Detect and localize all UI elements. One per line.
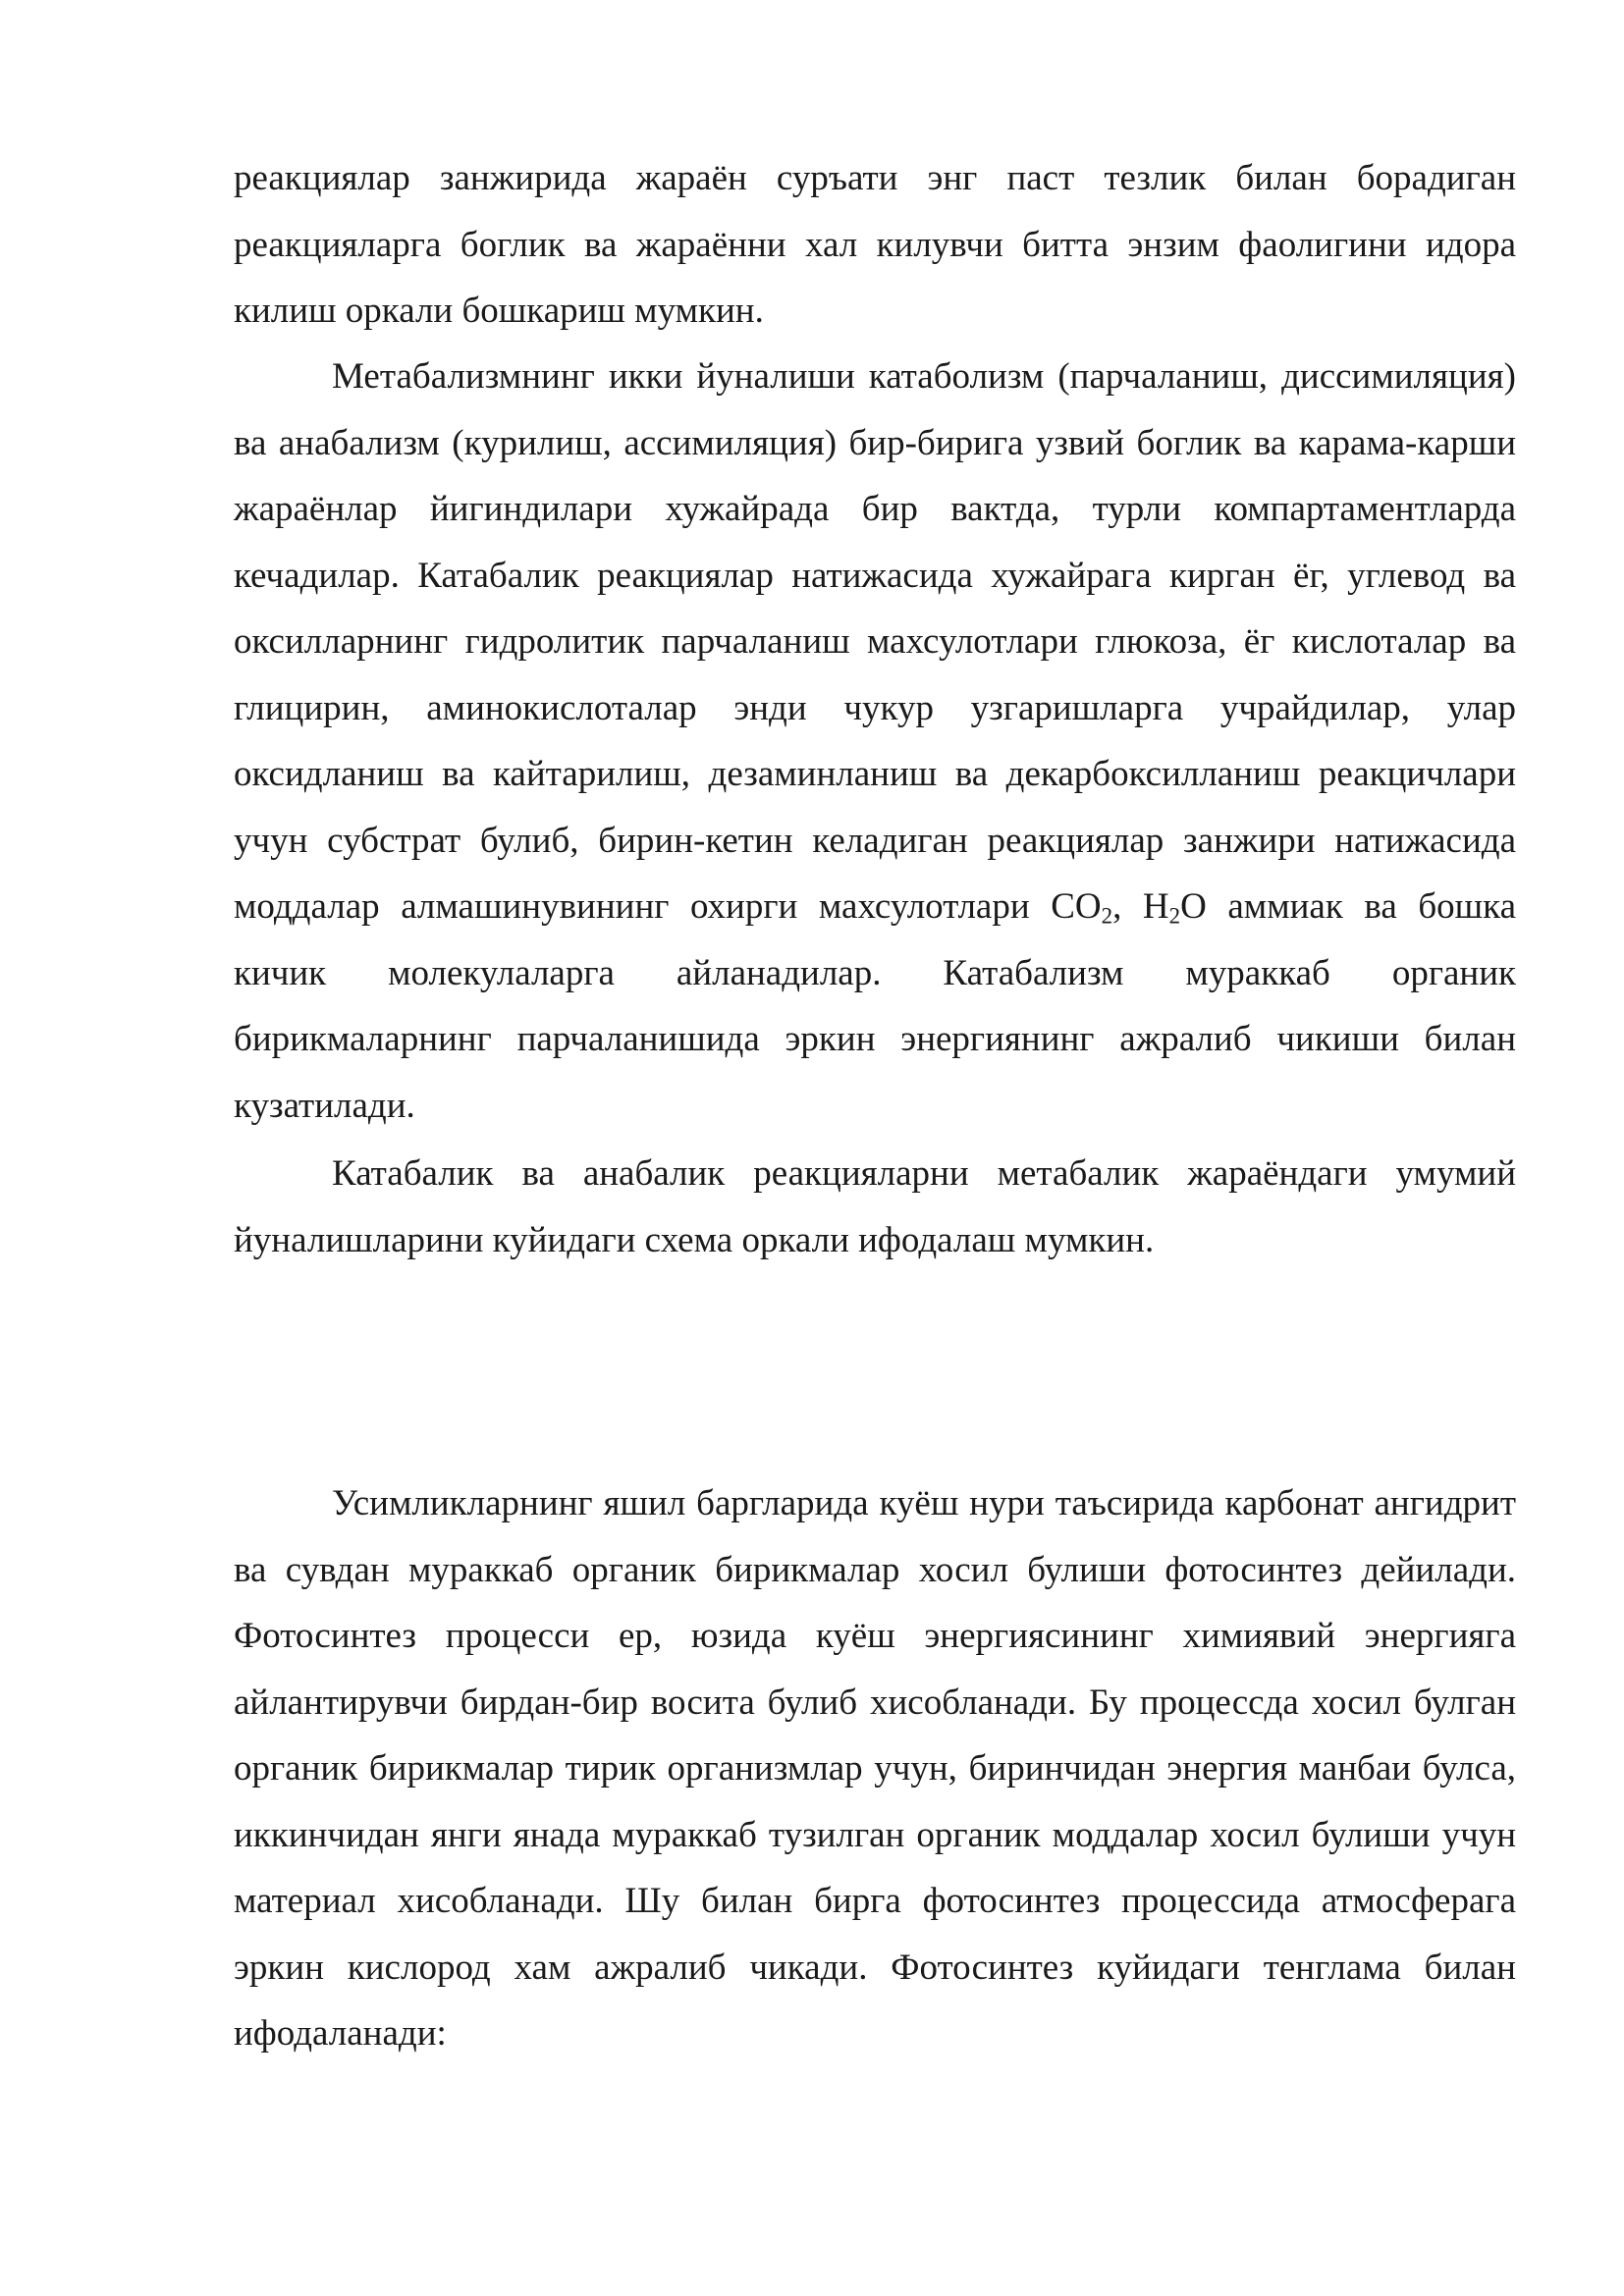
paragraph-text-part-1: Метабализмнинг икки йуналиши катаболизм (парчаланиш, диссимиляция) ва анабализм (курилиш, ассимиляция) бир-бирига узвий боглик ва карама-карши жараёнлар йигиндилари хужайрада бир вактда, турли компартаментларда кечадилар. Катабалик реакциялар натижасида хужайрага кирган ёг, углевод ва оксилларнинг гидролитик парчаланиш махсулотлари глюкоза, ёг кислоталар ва глицирин, аминокислоталар энди чукур узгаришларга учрайдилар, улар оксидланиш ва кайтарилиш, дезаминланиш ва декарбоксилланиш реакцичлари учун субстрат булиб, бирин-кетин келадиган реакциялар занжири натижасида моддалар алмашинувининг охирги махсулотлари — [234, 356, 1516, 927]
formula-co2-subscript: 2 — [1101, 903, 1113, 929]
formula-h2o — [1143, 886, 1207, 927]
paragraph-enzyme-regulation — [234, 145, 1516, 345]
formula-h2o-h: H — [1142, 886, 1169, 927]
paragraph-text: реакциялар занжирида жараён суръати энг паст тезлик билан борадиган реакцияларга боглик ва жараённи хал килувчи битта энзим фаолигини идора килиш оркали бошкариш мумкин. — [234, 158, 1516, 331]
paragraph-text-part-2: аммиак ва бошка кичик молекулаларга айланадилар. Катабализм мураккаб органик бирикмаларнинг парчаланишида эркин энергиянинг ажралиб чикиши билан кузатилади. — [234, 886, 1517, 1126]
formula-co2-main: CO — [1051, 886, 1102, 927]
paragraph-metabolism-directions — [234, 344, 1516, 1139]
paragraph-text: Катабалик ва анабалик реакцияларни метабалик жараёндаги умумий йуналишларини куйидаги схема оркали ифодалаш мумкин. — [234, 1153, 1516, 1260]
paragraph-scheme-intro — [234, 1141, 1516, 1273]
formula-co2 — [1051, 886, 1112, 927]
formula-h2o-subscript: 2 — [1168, 903, 1181, 929]
formula-h2o-o: O — [1180, 886, 1207, 927]
paragraph-text: Усимликларнинг яшил баргларида куёш нури таъсирида карбонат ангидрит ва сувдан мураккаб органик бирикмалар хосил булиши фотосинтез дейилади. Фотосинтез процесси ер, юзида куёш энергиясининг химиявий энергияга айлантирувчи бирдан-бир восита булиб хисобланади. Бу процессда хосил булган органик бирикмалар тирик организмлар учун, биринчидан энергия манбаи булса, иккинчидан янги янада мураккаб тузилган органик моддалар хосил булиши учун материал хисобланади. Шу билан бирга фотосинтез процессида атмосферага эркин кислород хам ажралиб чикади. Фотосинтез куйидаги тенглама билан ифодаланади: — [234, 1483, 1516, 2054]
paragraph-photosynthesis — [234, 1470, 1516, 2067]
formula-separator: , — [1112, 886, 1143, 927]
